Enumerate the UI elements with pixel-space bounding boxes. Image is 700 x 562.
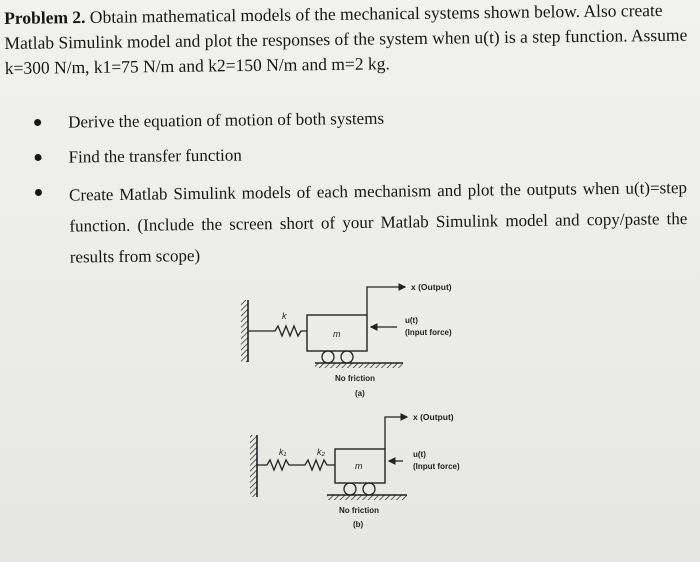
bullet-icon (34, 119, 41, 126)
mechanical-systems-figure (235, 265, 495, 555)
spring-k1 (257, 460, 297, 470)
friction-label-b: No friction (339, 506, 379, 515)
spring-k1-label: k₁ (279, 447, 287, 457)
caption-b: (b) (353, 520, 364, 529)
task-item (35, 172, 688, 273)
wheel-icon (344, 483, 356, 495)
ground-a (315, 363, 403, 368)
task-item (34, 102, 686, 135)
mass-a-label: m (333, 329, 341, 339)
wheel-icon (363, 483, 375, 495)
problem-heading: Problem 2. (4, 7, 86, 28)
task-text: Derive the equation of motion of both systems (68, 108, 385, 132)
spring-k2 (297, 460, 335, 470)
output-label-b: x (Output) (413, 412, 454, 422)
bullet-icon (35, 154, 42, 161)
input-label-b2: (Input force) (413, 462, 460, 471)
system-b-diagram (250, 412, 460, 529)
input-label-a2: (Input force) (405, 328, 452, 337)
caption-a: (a) (355, 389, 365, 398)
ground-b (327, 495, 407, 500)
output-label-a: x (Output) (411, 282, 452, 292)
spring-k2-label: k₂ (317, 447, 325, 457)
task-list (34, 102, 688, 283)
system-a-diagram (241, 282, 452, 398)
task-item (34, 137, 686, 170)
friction-label-a: No friction (335, 374, 375, 383)
task-text: Find the transfer function (68, 145, 242, 167)
wheel-icon (322, 351, 334, 363)
wheel-icon (341, 351, 353, 363)
wall-a (241, 300, 248, 362)
spring-k (248, 326, 307, 336)
output-arrow-b (385, 417, 407, 449)
spring-k-label: k (282, 311, 287, 321)
problem-text: Obtain mathematical models of the mechanical systems shown below. Also create Matlab Simulink model and plot the responses of the system when u(t) is a step function. Assume k=300 N/m, k1=75 N/m and k2=150 N/m and m=2 kg. (4, 0, 688, 78)
wall-b (250, 435, 257, 497)
output-arrow-a (367, 287, 405, 315)
mass-b-label: m (355, 461, 363, 471)
input-label-b1: u(t) (413, 450, 426, 459)
task-text: Create Matlab Simulink models of each mechanism and plot the outputs when u(t)=step function. (Include the screen short of your Matlab Simulink model and copy/paste the results from scope) (68, 178, 688, 267)
bullet-icon (35, 189, 42, 196)
problem-statement (4, 0, 697, 81)
input-label-a1: u(t) (405, 316, 418, 325)
